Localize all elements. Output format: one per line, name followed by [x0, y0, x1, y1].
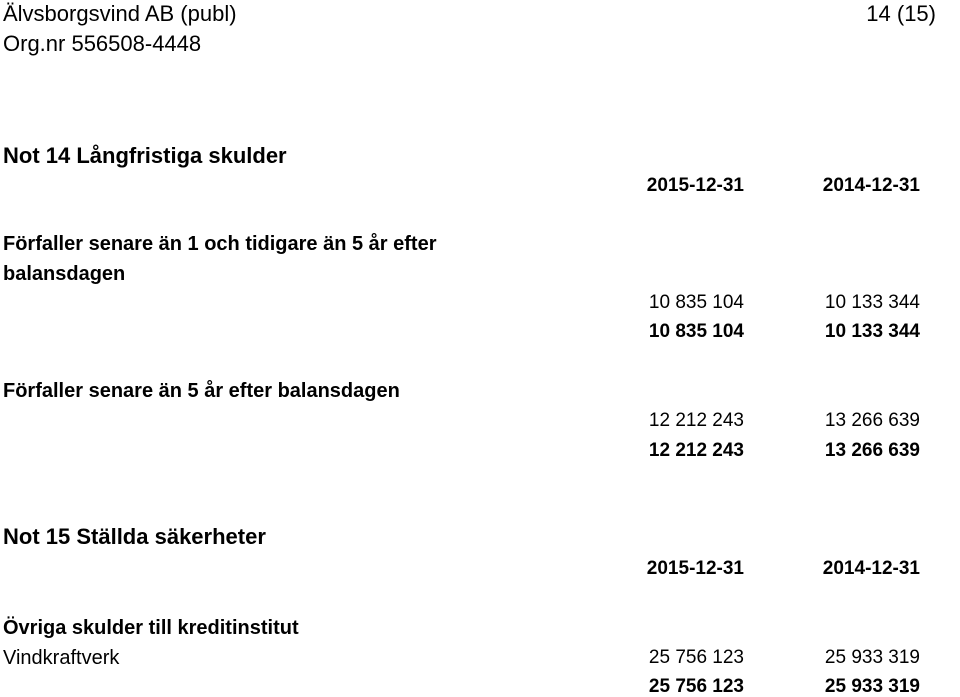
page-number: 14 (15) [866, 1, 936, 26]
note-15-total-2015: 25 756 123 [648, 676, 744, 697]
note-14-group1-total-2014: 10 133 344 [824, 321, 920, 342]
note-14-group2-value-2014: 13 266 639 [824, 410, 920, 431]
note-15-col-header-2015: 2015-12-31 [646, 558, 744, 579]
note-15-title: Not 15 Ställda säkerheter [3, 524, 266, 549]
note-15-col-header-2014: 2014-12-31 [822, 558, 920, 579]
note-15-row-label: Vindkraftverk [3, 647, 120, 669]
note-14-group2-value-2015: 12 212 243 [648, 410, 744, 431]
note-15-row-value-2014: 25 933 319 [824, 647, 920, 668]
note-14-group1-value-2014: 10 133 344 [824, 292, 920, 313]
note-14-group1-value-2015: 10 835 104 [648, 292, 744, 313]
note-14-group2-total-2014: 13 266 639 [824, 440, 920, 461]
note-14-group1-label-line2: balansdagen [3, 263, 126, 285]
note-14-group1-label-line1: Förfaller senare än 1 och tidigare än 5 år efter [3, 233, 437, 255]
note-14-title: Not 14 Långfristiga skulder [3, 143, 287, 168]
org-number: Org.nr 556508-4448 [3, 31, 202, 56]
note-14-col-header-2014: 2014-12-31 [822, 175, 920, 196]
company-name: Älvsborgsvind AB (publ) [3, 1, 237, 26]
note-14-group2-label: Förfaller senare än 5 år efter balansdagen [3, 380, 400, 402]
note-15-row-value-2015: 25 756 123 [648, 647, 744, 668]
note-15-group-label: Övriga skulder till kreditinstitut [3, 617, 299, 639]
note-14-col-header-2015: 2015-12-31 [646, 175, 744, 196]
note-14-group1-total-2015: 10 835 104 [648, 321, 744, 342]
note-15-total-2014: 25 933 319 [824, 676, 920, 697]
note-14-group2-total-2015: 12 212 243 [648, 440, 744, 461]
